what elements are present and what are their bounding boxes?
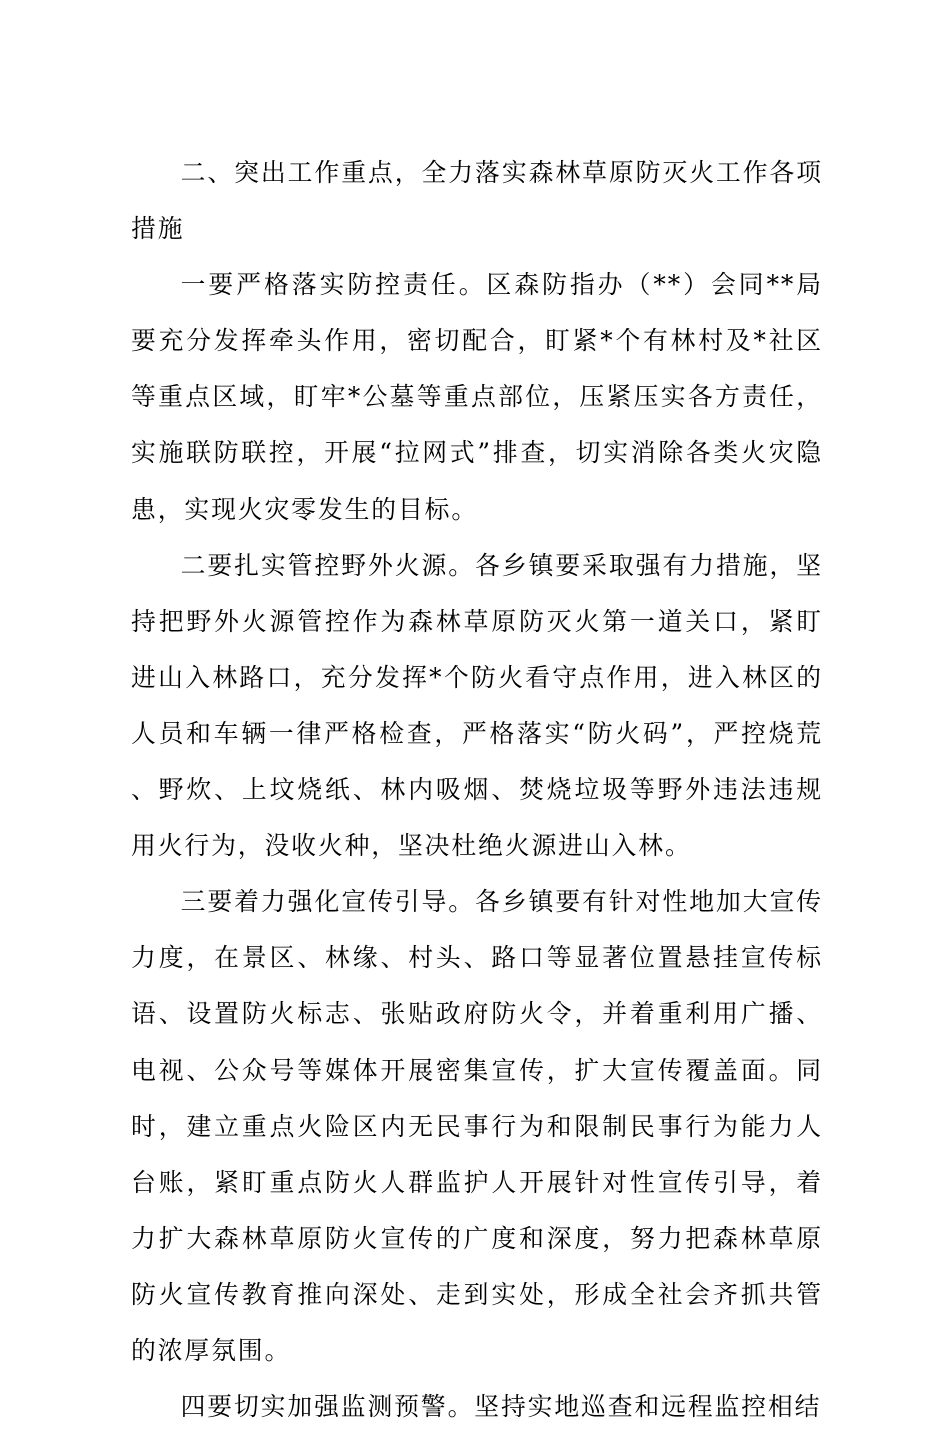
paragraph-prevention-responsibility: 一要严格落实防控责任。区森防指办（**）会同**局要充分发挥牵头作用，密切配合，盯紧*个有林村及*社区等重点区域，盯牢*公墓等重点部位，压紧压实各方责任，实施联防联控，开展“拉网式”排查，切实消除各类火灾隐患，实现火灾零发生的目标。 — [131, 270, 823, 524]
paragraph-publicity-guidance: 三要着力强化宣传引导。各乡镇要有针对性地加大宣传力度，在景区、林缘、村头、路口等显著位置悬挂宣传标语、设置防火标志、张贴政府防火令，并着重利用广播、电视、公众号等媒体开展密集宣传，扩大宣传覆盖面。同时，建立重点火险区内无民事行为和限制民事行为能力人台账，紧盯重点防火人群监护人开展针对性宣传引导，着力扩大森林草原防火宣传的广度和深度，努力把森林草原防火宣传教育推向深处、走到实处，形成全社会齐抓共管的浓厚氛围。 — [131, 887, 823, 1365]
paragraph-fire-source-control: 二要扎实管控野外火源。各乡镇要采取强有力措施，坚持把野外火源管控作为森林草原防灭火第一道关口，紧盯进山入林路口，充分发挥*个防火看守点作用，进入林区的人员和车辆一律严格检查，严格落实“防火码”，严控烧荒、野炊、上坟烧纸、林内吸烟、焚烧垃圾等野外违法违规用火行为，没收火种，坚决杜绝火源进山入林。 — [131, 550, 823, 861]
document-body — [131, 145, 823, 1435]
paragraph-monitoring-warning: 四要切实加强监测预警。坚持实地巡查和远程监控相结 — [180, 1392, 822, 1422]
section-heading: 二、突出工作重点，全力落实森林草原防灭火工作各项措施 — [131, 158, 823, 244]
